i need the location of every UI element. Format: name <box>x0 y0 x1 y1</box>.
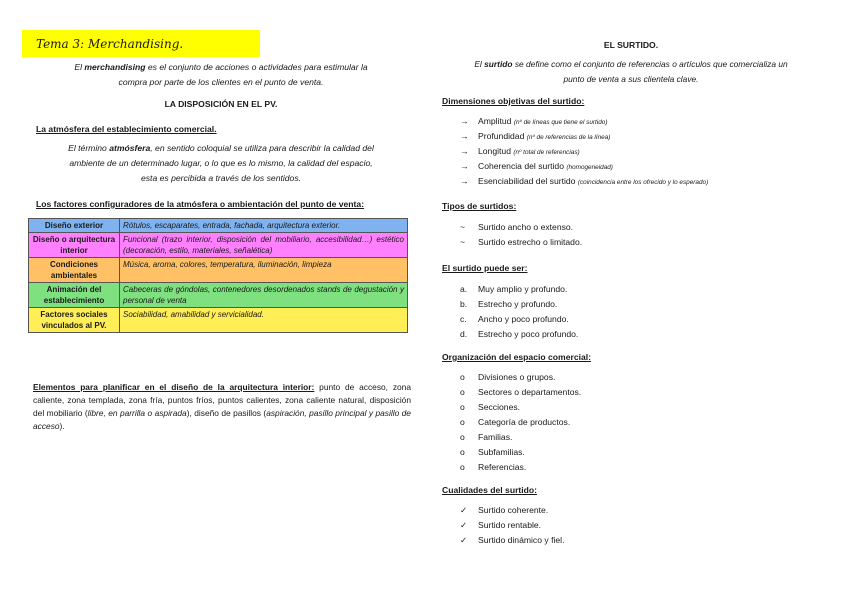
circle-bullet-icon: o <box>460 432 465 442</box>
disposicion-heading: LA DISPOSICIÓN EN EL PV. <box>164 99 278 109</box>
list-item <box>460 297 578 312</box>
factor-value: Rótulos, escaparates, entrada, fachada, arquitectura exterior. <box>120 219 408 233</box>
factor-row <box>29 308 408 333</box>
factor-row <box>29 258 408 283</box>
item-note: (coincidencia entre los ofrecido y lo esperado) <box>577 179 709 186</box>
circle-bullet-icon: o <box>460 387 465 397</box>
atmosfera-heading: La atmósfera del establecimiento comercial. <box>36 124 217 134</box>
list-item <box>460 430 581 445</box>
list-item <box>460 503 564 518</box>
circle-bullet-icon: o <box>460 462 465 472</box>
item-letter: d. <box>460 329 468 339</box>
list-item <box>460 370 581 385</box>
surtido-heading: EL SURTIDO. <box>603 40 659 50</box>
item-label: Referencias. <box>478 462 527 472</box>
list-item <box>460 235 582 250</box>
cualidades-heading: Cualidades del surtido: <box>442 485 538 495</box>
tipos-list <box>460 220 582 250</box>
check-icon: ✓ <box>460 535 468 545</box>
list-item <box>460 460 581 475</box>
circle-bullet-icon: o <box>460 447 465 457</box>
item-note: (homogeneidad) <box>566 164 613 171</box>
check-icon: ✓ <box>460 505 468 515</box>
list-item <box>460 518 564 533</box>
item-label: Sectores o departamentos. <box>478 387 582 397</box>
item-label: Esenciabilidad del surtido <box>478 176 578 186</box>
item-label: Secciones. <box>478 402 521 412</box>
item-label: Profundidad <box>478 131 527 141</box>
list-item <box>460 400 581 415</box>
list-item <box>460 174 708 189</box>
item-label: Ancho y poco profundo. <box>478 314 569 324</box>
factor-value: Sociabilidad, amabilidad y servicialidad. <box>120 308 408 333</box>
arrow-icon: → <box>460 146 469 156</box>
item-label: Surtido estrecho o limitado. <box>478 237 583 247</box>
factor-row <box>29 233 408 258</box>
item-label: Familias. <box>478 432 513 442</box>
circle-bullet-icon: o <box>460 402 465 412</box>
item-note: (nº de líneas que tiene el surtido) <box>513 119 608 126</box>
factor-key: Animación del establecimiento <box>29 283 120 308</box>
page-title: Tema 3: Merchandising. <box>36 37 184 51</box>
factor-key: Diseño o arquitectura interior <box>29 233 120 258</box>
item-label: Amplitud <box>478 116 514 126</box>
atmosfera-text: El término atmósfera, en sentido coloquial se utiliza para describir la calidad del ambiente de un determinado lugar, o lo que es lo mismo, la calidad del espacio, esta es percibida a través de los sentidos. <box>68 143 374 183</box>
organizacion-list <box>460 370 581 475</box>
list-item <box>460 533 564 548</box>
item-label: Categoría de productos. <box>478 417 571 427</box>
item-label: Estrecho y profundo. <box>478 299 558 309</box>
arrow-icon: → <box>460 161 469 171</box>
item-label: Surtido dinámico y fiel. <box>478 535 565 545</box>
factor-value: Música, aroma, colores, temperatura, iluminación, limpieza <box>120 258 408 283</box>
puede-heading: El surtido puede ser: <box>442 263 528 273</box>
puede-list <box>460 282 578 342</box>
item-label: Longitud <box>478 146 514 156</box>
check-icon: ✓ <box>460 520 468 530</box>
factor-key: Diseño exterior <box>29 219 120 233</box>
list-item <box>460 129 708 144</box>
item-note: (nº de referencias de la línea) <box>526 134 611 141</box>
item-label: Surtido coherente. <box>478 505 549 515</box>
arrow-icon: → <box>460 116 469 126</box>
elementos-heading: Elementos para planificar en el diseño de la arquitectura interior: <box>33 382 315 392</box>
factor-row <box>29 283 408 308</box>
item-label: Surtido rentable. <box>478 520 542 530</box>
list-item <box>460 282 578 297</box>
list-item <box>460 144 708 159</box>
factor-row <box>29 219 408 233</box>
item-note: (nº total de referencias) <box>513 149 580 156</box>
item-label: Divisiones o grupos. <box>478 372 556 382</box>
factores-table <box>28 218 408 333</box>
factor-key: Factores sociales vinculados al PV. <box>29 308 120 333</box>
item-letter: b. <box>460 299 468 309</box>
arrow-icon: → <box>460 131 469 141</box>
factor-value: Funcional (trazo interior, disposición del mobiliario, accesibilidad…) estético (decoración, estilo, materiales, señalética) <box>120 233 408 258</box>
list-item <box>460 415 581 430</box>
item-label: Surtido ancho o extenso. <box>478 222 574 232</box>
tipos-heading: Tipos de surtidos: <box>442 201 517 211</box>
arrow-icon: → <box>460 176 469 186</box>
tilde-icon: ~ <box>460 237 466 247</box>
list-item <box>460 220 582 235</box>
list-item <box>460 445 581 460</box>
item-label: Muy amplio y profundo. <box>478 284 568 294</box>
factores-heading: Los factores configuradores de la atmósfera o ambientación del punto de venta: <box>36 199 365 209</box>
list-item <box>460 114 708 129</box>
circle-bullet-icon: o <box>460 417 465 427</box>
item-label: Estrecho y poco profundo. <box>478 329 579 339</box>
list-item <box>460 159 708 174</box>
list-item <box>460 327 578 342</box>
cualidades-list <box>460 503 564 548</box>
list-item <box>460 312 578 327</box>
organizacion-heading: Organización del espacio comercial: <box>442 352 592 362</box>
elementos-paragraph: Elementos para planificar en el diseño de la arquitectura interior: punto de acceso, zona caliente, zona templada, zona fría, puntos fríos, puntos calientes, zona caliente natural, disposición del mobiliario (libre, en parrilla o aspirada), diseño de pasillos (aspiración, pasillo principal y pasillo de acceso). <box>33 382 411 431</box>
item-label: Subfamilias. <box>478 447 525 457</box>
dimensiones-heading: Dimensiones objetivas del surtido: <box>442 96 585 106</box>
surtido-definition: El surtido se define como el conjunto de referencias o artículos que comercializa un punto de venta a sus clientela clave. <box>474 59 788 84</box>
merchandising-term: merchandising <box>84 62 146 72</box>
merchandising-intro: El merchandising es el conjunto de acciones o actividades para estimular la compra por parte de los clientes en el punto de venta. <box>74 62 368 87</box>
factor-key: Condiciones ambientales <box>29 258 120 283</box>
item-letter: c. <box>460 314 467 324</box>
item-letter: a. <box>460 284 468 294</box>
factor-value: Cabeceras de góndolas, contenedores desordenados stands de degustación y personal de venta <box>120 283 408 308</box>
dimensiones-list <box>460 114 708 189</box>
item-label: Coherencia del surtido <box>478 161 567 171</box>
list-item <box>460 385 581 400</box>
tilde-icon: ~ <box>460 222 466 232</box>
circle-bullet-icon: o <box>460 372 465 382</box>
